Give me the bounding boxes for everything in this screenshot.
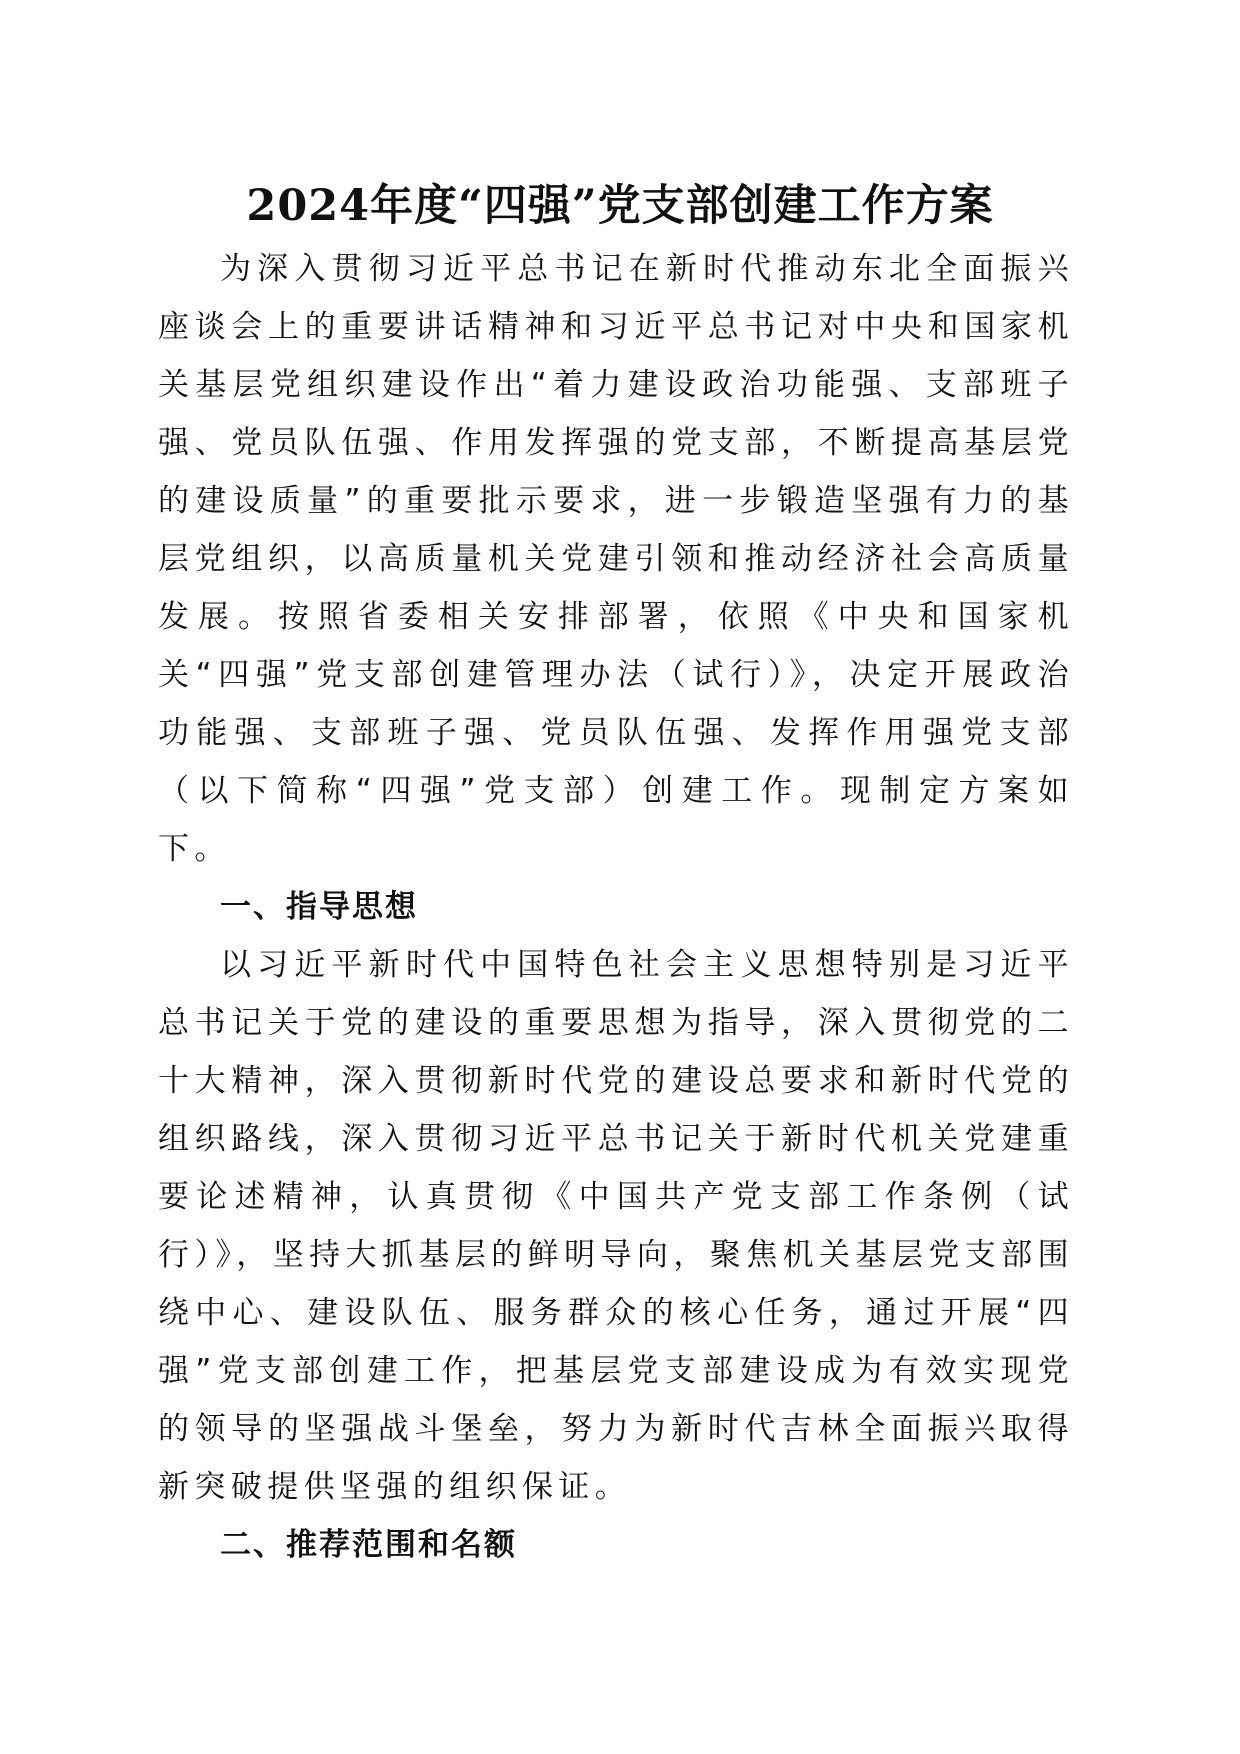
guiding-ideology-paragraph: 以习近平新时代中国特色社会主义思想特别是习近平总书记关于党的建设的重要思想为指导，深入贯彻党的二十大精神，深入贯彻新时代党的建设总要求和新时代党的组织路线，深入贯彻习近平总书记关于新时代机关党建重要论述精神，认真贯彻《中国共产党支部工作条例（试行）》，坚持大抓基层的鲜明导向，聚焦机关基层党支部围绕中心、建设队伍、服务群众的核心任务，通过开展“四强”党支部创建工作，把基层党支部建设成为有效实现党的领导的坚强战斗堡垒，努力为新时代吉林全面振兴取得新突破提供坚强的组织保证。 <box>158 947 1074 1505</box>
document-body <box>158 240 1074 1574</box>
section-heading-guiding-ideology: 一、指导思想 <box>220 889 418 925</box>
intro-paragraph: 为深入贯彻习近平总书记在新时代推动东北全面振兴座谈会上的重要讲话精神和习近平总书记对中央和国家机关基层党组织建设作出“着力建设政治功能强、支部班子强、党员队伍强、作用发挥强的党支部，不断提高基层党的建设质量”的重要批示要求，进一步锻造坚强有力的基层党组织，以高质量机关党建引领和推动经济社会高质量发展。按照省委相关安排部署，依照《中央和国家机关“四强”党支部创建管理办法（试行）》，决定开展政治功能强、支部班子强、党员队伍强、发挥作用强党支部（以下简称“四强”党支部）创建工作。现制定方案如下。 <box>158 251 1074 867</box>
document-title: 2024年度“四强”党支部创建工作方案 <box>246 181 994 231</box>
section-heading-scope-and-quota: 二、推荐范围和名额 <box>220 1527 517 1563</box>
